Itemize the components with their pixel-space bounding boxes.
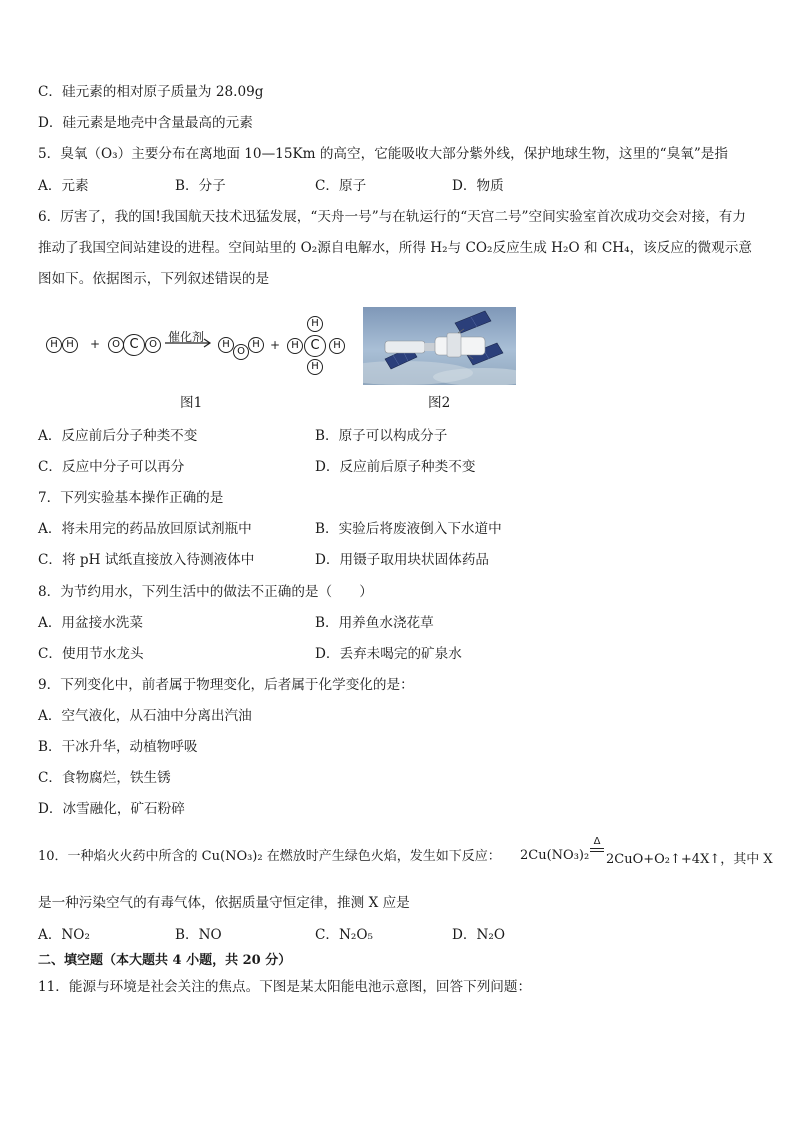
equation-line — [590, 851, 604, 852]
q6-option-d: D．反应前后原子种类不变 — [315, 459, 476, 475]
question-11: 11．能源与环境是社会关注的焦点。下图是某太阳能电池示意图，回答下列问题： — [38, 979, 532, 995]
hydrogen-atom: H — [287, 338, 303, 354]
q5-option-c: C．原子 — [315, 178, 367, 194]
equation-reactant: 2Cu(NO₃)₂ — [520, 848, 590, 863]
reaction-arrow-icon — [164, 338, 214, 348]
hydrogen-atom: H — [307, 316, 323, 332]
question-6-line-2: 推动了我国空间站建设的进程。空间站里的 O₂源自电解水，所得 H₂与 CO₂反应生成 H₂O 和 CH₄，该反应的微观示意 — [38, 240, 752, 256]
q9-option-c: C．食物腐烂，铁生锈 — [38, 770, 171, 786]
q8-option-a: A．用盆接水洗菜 — [38, 615, 143, 631]
hydrogen-atom: H — [307, 359, 323, 375]
option-c-line: C．硅元素的相对原子质量为 28.09g — [38, 84, 264, 100]
q9-option-d: D．冰雪融化，矿石粉碎 — [38, 801, 185, 817]
carbon-atom: C — [123, 334, 145, 356]
plus-sign: + — [270, 338, 281, 352]
q5-option-b: B．分子 — [175, 178, 226, 194]
equation-products: 2CuO+O₂↑+4X↑，其中 X — [606, 852, 773, 867]
q6-option-b: B．原子可以构成分子 — [315, 428, 448, 444]
hydrogen-atom: H — [329, 338, 345, 354]
q8-option-c: C．使用节水龙头 — [38, 646, 144, 662]
q10-option-a: A．NO₂ — [38, 927, 90, 943]
q6-option-c: C．反应中分子可以再分 — [38, 459, 185, 475]
question-6-line-1: 6．厉害了，我的国!我国航天技术迅猛发展，“天舟一号”与在轨运行的“天宫二号”空间实验室首次成功交会对接，有力 — [38, 209, 746, 225]
plus-sign: + — [90, 337, 101, 351]
carbon-atom: C — [304, 335, 326, 357]
question-6-line-3: 图如下。依据图示，下列叙述错误的是 — [38, 271, 270, 287]
figure-2-caption: 图2 — [428, 395, 451, 411]
q10-option-b: B．NO — [175, 927, 222, 943]
hydrogen-atom: H — [218, 337, 234, 353]
oxygen-atom: O — [145, 337, 161, 353]
question-10-line-2: 是一种污染空气的有毒气体，依据质量守恒定律，推测 X 应是 — [38, 895, 410, 911]
q9-option-b: B．干冰升华，动植物呼吸 — [38, 739, 198, 755]
q10-option-c: C．N₂O₅ — [315, 927, 373, 943]
q7-option-b: B．实验后将废液倒入下水道中 — [315, 521, 502, 537]
reaction-diagram — [40, 310, 360, 380]
question-10-line-1: 10．一种焰火火药中所含的 Cu(NO₃)₂ 在燃放时产生绿色火焰，发生如下反应： — [38, 849, 501, 864]
q9-option-a: A．空气液化，从石油中分离出汽油 — [38, 708, 252, 724]
hydrogen-atom: H — [248, 337, 264, 353]
question-7: 7．下列实验基本操作正确的是 — [38, 490, 224, 506]
q5-option-d: D．物质 — [452, 178, 504, 194]
q8-option-b: B．用养鱼水浇花草 — [315, 615, 434, 631]
oxygen-atom: O — [233, 344, 249, 360]
q7-option-c: C．将 pH 试纸直接放入待测液体中 — [38, 552, 255, 568]
question-5: 5．臭氧（O₃）主要分布在离地面 10—15Km 的高空，它能吸收大部分紫外线，保护地球生物，这里的“臭氧”是指 — [38, 146, 728, 162]
figure-1-caption: 图1 — [180, 395, 203, 411]
q6-option-a: A．反应前后分子种类不变 — [38, 428, 198, 444]
question-9: 9．下列变化中，前者属于物理变化，后者属于化学变化的是： — [38, 677, 414, 693]
reaction-condition — [590, 836, 604, 852]
q7-option-a: A．将未用完的药品放回原试剂瓶中 — [38, 521, 252, 537]
heat-symbol: Δ — [593, 836, 601, 847]
hydrogen-atom: H — [62, 337, 78, 353]
option-d-line: D．硅元素是地壳中含量最高的元素 — [38, 115, 253, 131]
section-heading: 二、填空题（本大题共 4 小题，共 20 分） — [38, 953, 292, 968]
catalyst-label: 催化剂 — [168, 330, 205, 344]
q8-option-d: D．丢弃未喝完的矿泉水 — [315, 646, 462, 662]
question-8: 8．为节约用水，下列生活中的做法不正确的是（ ） — [38, 584, 373, 600]
q5-option-a: A．元素 — [38, 178, 89, 194]
q10-option-d: D．N₂O — [452, 927, 505, 943]
oxygen-atom: O — [108, 337, 124, 353]
space-station-image — [363, 307, 516, 385]
hydrogen-atom: H — [46, 337, 62, 353]
q7-option-d: D．用镊子取用块状固体药品 — [315, 552, 490, 568]
